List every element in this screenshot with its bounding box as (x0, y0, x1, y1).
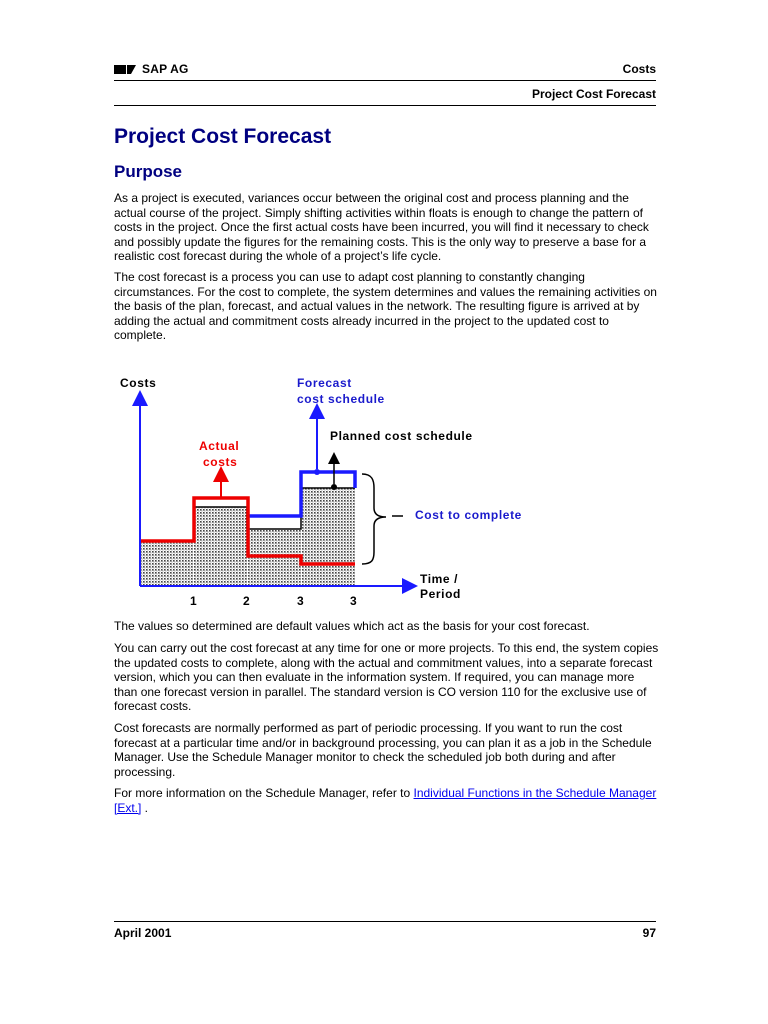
forecast-label-1: Forecast (297, 376, 352, 390)
forecast-dot (314, 469, 320, 475)
actual-label-1: Actual (199, 439, 240, 453)
brand-name: SAP AG (142, 62, 189, 76)
paragraph-1: As a project is executed, variances occur between the original cost and process planning and the actual course of the project. Simply shifting activities within floats is enough to change the pattern of costs in the project. Once the first actual costs have been incurred, you will find it necessary to check and possibly update the figures for the remaining costs. This is the only way to preserve a base for a realistic cost forecast during the whole of a project’s life cycle. (114, 191, 649, 264)
cost-to-complete-brace (362, 474, 386, 564)
planned-bar-2 (194, 507, 247, 586)
header-brand (114, 62, 189, 76)
x-tick-2: 2 (243, 594, 250, 608)
x-tick-3: 3 (297, 594, 304, 608)
paragraph-3: The values so determined are default values which act as the basis for your cost forecast. (114, 619, 590, 633)
planned-label: Planned cost schedule (330, 429, 473, 443)
header-subsection: Project Cost Forecast (531, 87, 656, 101)
y-axis-label: Costs (120, 376, 157, 390)
cost-to-complete-label: Cost to complete (415, 508, 522, 522)
paragraph-6 (114, 786, 660, 815)
footer-date: April 2001 (114, 926, 172, 940)
x-axis-label-2: Period (420, 587, 461, 601)
x-axis-label-1: Time / (420, 572, 459, 586)
actual-label-2: costs (203, 455, 238, 469)
x-tick-1: 1 (190, 594, 197, 608)
header-section: Costs (622, 62, 656, 76)
paragraph-6-prefix: For more information on the Schedule Manager, refer to (114, 786, 414, 800)
planned-bar-4 (302, 488, 355, 586)
header-rule (114, 80, 656, 81)
x-tick-4: 3 (350, 594, 357, 608)
page-title: Project Cost Forecast (114, 125, 332, 148)
planned-bar-1 (141, 542, 193, 586)
page-number: 97 (642, 926, 656, 940)
paragraph-4: You can carry out the cost forecast at any time for one or more projects. To this end, the system copies the updated costs to complete, along with the actual and commitment values, into a separate forecast version, which you can then evaluate in the information system. If required, you can manage more than one forecast version in parallel. The standard version is CO version 110 for the exclusive use of forecast costs. (114, 641, 659, 714)
footer-rule (114, 921, 656, 922)
planned-dot (331, 484, 337, 490)
cost-forecast-diagram (110, 368, 550, 613)
sap-logo-icon (114, 64, 136, 75)
header-rule-2 (114, 105, 656, 106)
forecast-label-2: cost schedule (297, 392, 385, 406)
paragraph-6-suffix: . (141, 800, 149, 815)
paragraph-5: Cost forecasts are normally performed as part of periodic processing. If you want to run the cost forecast at a particular time and/or in background processing, you can plan it as a job in the Schedule Manager. Use the Schedule Manager monitor to check the scheduled job both during and after processing. (114, 721, 652, 779)
paragraph-2: The cost forecast is a process you can use to adapt cost planning to constantly changing circumstances. For the cost to complete, the system determines and values the remaining activities on the basis of the plan, forecast, and actual values in the network. The resulting figure is arrived at by adding the actual and commitment costs already incurred in the project to the updated cost to complete. (114, 270, 657, 343)
schedule-manager-link[interactable]: Individual Functions in the Schedule Manager [Ext.] (114, 786, 657, 815)
purpose-heading: Purpose (114, 162, 183, 181)
